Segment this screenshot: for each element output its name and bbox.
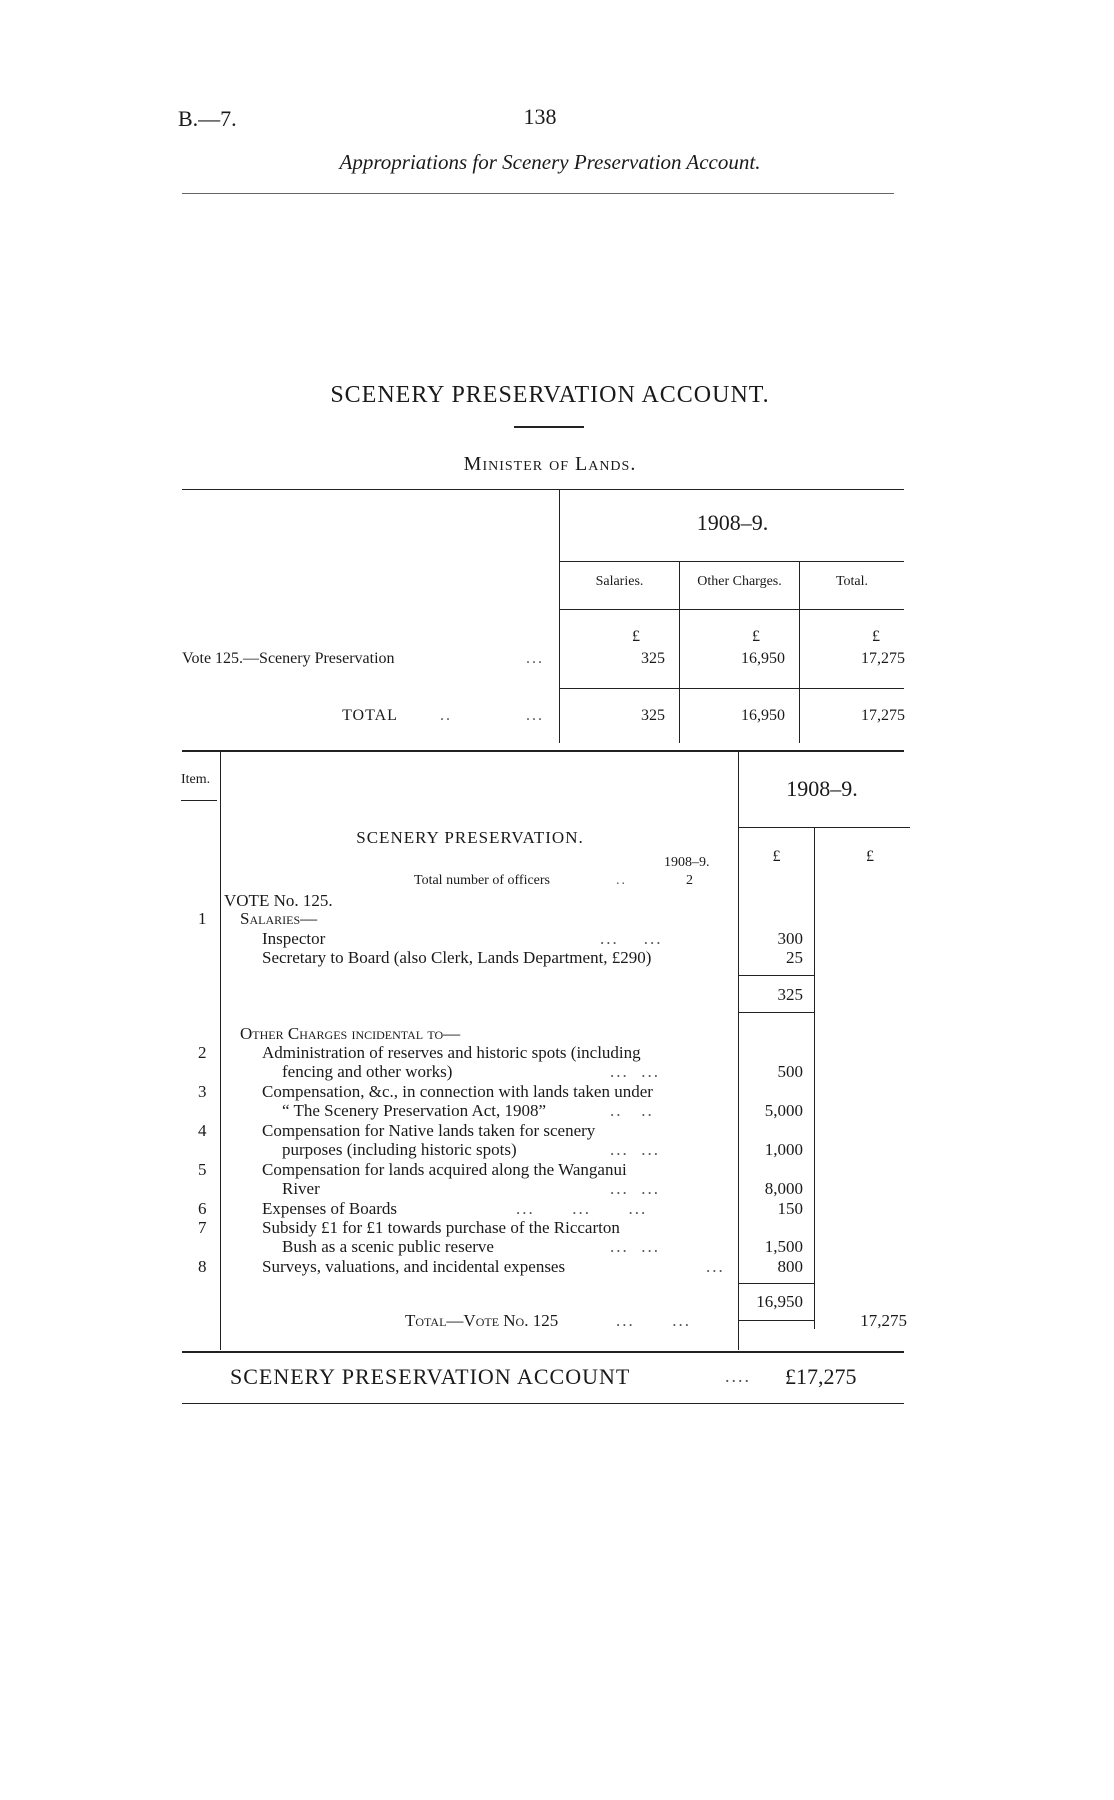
charge-amount: 500 xyxy=(777,1062,803,1081)
officers-year: 1908–9. xyxy=(664,855,710,870)
summary-total-dots-2: ... xyxy=(526,707,544,724)
summary-currency-salaries: £ xyxy=(632,628,640,645)
summary-total-salaries: 325 xyxy=(641,707,665,724)
salary-line-dots: ... ... xyxy=(600,929,663,948)
vote-total-label: Total—Vote No. 125 xyxy=(405,1311,559,1330)
other-subtotal-underline xyxy=(738,1320,814,1321)
charge-line: Expenses of Boards xyxy=(262,1199,398,1218)
summary-total-label: TOTAL xyxy=(342,707,398,724)
footer-bottom-rule xyxy=(182,1403,904,1404)
charge-amount: 150 xyxy=(777,1199,803,1218)
page-title: SCENERY PRESERVATION ACCOUNT. xyxy=(330,382,770,408)
charge-line: Compensation for Native lands taken for scenery xyxy=(262,1121,596,1140)
detail-year-rule xyxy=(738,827,910,828)
officers-count: 2 xyxy=(686,873,693,888)
detail-currency-2: £ xyxy=(866,848,874,865)
other-subtotal: 16,950 xyxy=(756,1292,803,1311)
summary-top-rule xyxy=(182,489,904,490)
footer-dots: .... xyxy=(725,1366,751,1386)
item-number: 6 xyxy=(198,1199,207,1218)
item-number: 7 xyxy=(198,1218,207,1237)
charge-amount: 8,000 xyxy=(764,1179,803,1198)
title-rule xyxy=(514,426,584,428)
charge-dots: ... ... xyxy=(610,1179,660,1198)
section-title: SCENERY PRESERVATION. xyxy=(356,828,584,847)
officers-dots: .. xyxy=(616,873,627,888)
charge-line: Administration of reserves and historic spots (including xyxy=(262,1043,641,1062)
summary-total-rule xyxy=(559,688,904,689)
item-header: Item. xyxy=(181,772,211,787)
detail-currency-1: £ xyxy=(772,848,781,865)
charge-line: River xyxy=(282,1179,320,1198)
charge-line: Bush as a scenic public reserve xyxy=(282,1237,494,1256)
header-rule xyxy=(182,193,894,194)
charge-amount: 1,500 xyxy=(764,1237,803,1256)
item-header-rule xyxy=(181,800,217,801)
amount-subcolumn-divider xyxy=(814,827,815,1329)
detail-top-rule xyxy=(182,750,904,752)
salary-line: Inspector xyxy=(262,929,326,948)
charge-dots: ... ... xyxy=(610,1140,660,1159)
vote-label: VOTE No. 125. xyxy=(224,891,333,910)
summary-header-rule xyxy=(559,609,904,610)
summary-currency-other: £ xyxy=(752,628,760,645)
charge-line: Surveys, valuations, and incidental expenses xyxy=(262,1257,566,1276)
summary-row-dots: ... xyxy=(526,650,544,667)
officers-label: Total number of officers xyxy=(414,873,550,888)
page-number: 138 xyxy=(523,104,557,129)
summary-year-rule xyxy=(559,561,904,562)
item-number: 5 xyxy=(198,1160,207,1179)
item-number: 4 xyxy=(198,1121,207,1140)
salary-amount: 25 xyxy=(786,948,803,967)
charge-line: Compensation, &c., in connection with lands taken under xyxy=(262,1082,653,1101)
charge-line: Compensation for lands acquired along the Wanganui xyxy=(262,1160,627,1179)
other-charges-heading: Other Charges incidental to— xyxy=(240,1024,461,1043)
charge-line: fencing and other works) xyxy=(282,1062,453,1081)
summary-col-salaries: Salaries. xyxy=(595,574,644,589)
charge-amount: 5,000 xyxy=(764,1101,803,1120)
salaries-heading: Salaries— xyxy=(240,909,318,928)
summary-col-total: Total. xyxy=(835,574,869,589)
summary-row-salaries: 325 xyxy=(641,650,665,667)
minister-heading: Minister of Lands. xyxy=(463,453,637,475)
footer-amount: £17,275 xyxy=(785,1364,857,1389)
detail-year: 1908–9. xyxy=(786,776,858,801)
summary-total-other: 16,950 xyxy=(741,707,785,724)
summary-row-total: 17,275 xyxy=(861,650,905,667)
running-title: Appropriations for Scenery Preservation Account. xyxy=(339,150,761,174)
salary-line: Secretary to Board (also Clerk, Lands Department, £290) xyxy=(262,948,652,967)
page-reference: B.—7. xyxy=(178,106,237,131)
vote-total-dots: ... ... xyxy=(616,1311,691,1330)
salaries-subtotal-underline xyxy=(738,1012,814,1013)
item-column-divider xyxy=(220,750,221,1350)
summary-row-other: 16,950 xyxy=(741,650,785,667)
summary-col-other-charges: Other Charges. xyxy=(697,574,782,589)
summary-year: 1908–9. xyxy=(696,510,769,535)
summary-total-total: 17,275 xyxy=(861,707,905,724)
charge-dots: ... xyxy=(706,1257,725,1276)
charge-dots: ... ... ... xyxy=(516,1199,648,1218)
salaries-subtotal-rule xyxy=(738,975,814,976)
charge-amount: 800 xyxy=(777,1257,803,1276)
charge-amount: 1,000 xyxy=(764,1140,803,1159)
summary-row-label: Vote 125.—Scenery Preservation xyxy=(182,650,395,667)
salaries-subtotal: 325 xyxy=(777,985,803,1004)
vote-total-amount: 17,275 xyxy=(860,1311,907,1330)
footer-top-rule xyxy=(182,1351,904,1353)
item-number: 8 xyxy=(198,1257,207,1276)
item-number: 2 xyxy=(198,1043,207,1062)
charge-line: Subsidy £1 for £1 towards purchase of the Riccarton xyxy=(262,1218,620,1237)
item-number: 1 xyxy=(198,909,207,928)
footer-label: SCENERY PRESERVATION ACCOUNT xyxy=(230,1364,631,1389)
charge-dots: .. .. xyxy=(610,1101,654,1120)
charge-dots: ... ... xyxy=(610,1062,660,1081)
item-number: 3 xyxy=(198,1082,207,1101)
charge-line: purposes (including historic spots) xyxy=(282,1140,517,1159)
summary-total-dots: .. xyxy=(440,707,452,724)
charge-dots: ... ... xyxy=(610,1237,660,1256)
salary-amount: 300 xyxy=(777,929,803,948)
charge-line: “ The Scenery Preservation Act, 1908” xyxy=(282,1101,547,1120)
summary-currency-total: £ xyxy=(872,628,880,645)
other-subtotal-rule xyxy=(738,1283,814,1284)
